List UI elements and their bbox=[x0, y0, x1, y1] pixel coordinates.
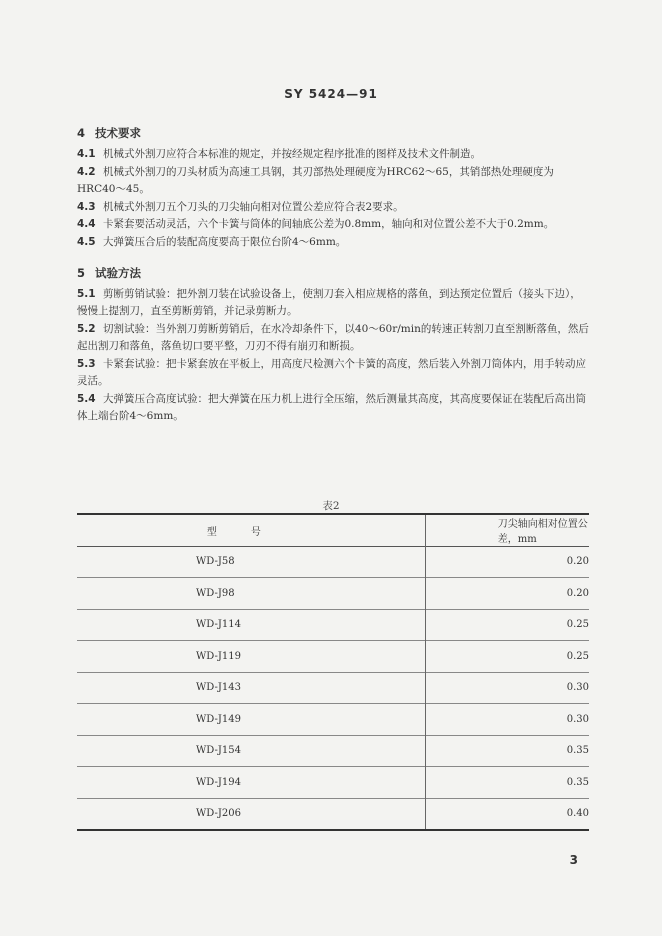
table-row bbox=[77, 641, 589, 673]
clause-4-5 bbox=[77, 234, 589, 251]
table-row bbox=[77, 672, 589, 704]
section-heading: 试验方法 bbox=[95, 266, 142, 280]
tolerance-cell: 0.20 bbox=[566, 587, 589, 599]
table-row bbox=[77, 735, 589, 767]
clause-4-1 bbox=[77, 146, 589, 163]
standard-header: SY 5424—91 bbox=[284, 87, 378, 101]
tolerance-cell: 0.30 bbox=[566, 713, 589, 725]
clause-text: 剪断剪销试验：把外割刀装在试验设备上，使割刀套入相应规格的落鱼，到达预定位置后（接头下边），慢慢上提割刀，直至剪断剪销，并记录剪断力。 bbox=[77, 288, 581, 317]
clause-5-3 bbox=[77, 356, 589, 390]
tolerance-table bbox=[77, 513, 589, 831]
clause-number: 5.2 bbox=[77, 323, 96, 335]
table-header-row bbox=[77, 514, 589, 546]
model-cell: WD-J194 bbox=[77, 767, 425, 799]
column-header-tolerance: 刀尖轴向相对位置公差，mm bbox=[497, 519, 588, 546]
clause-5-1 bbox=[77, 286, 589, 320]
model-cell: WD-J119 bbox=[77, 641, 425, 673]
clause-text: 机械式外割刀应符合本标准的规定，并按经规定程序批准的图样及技术文件制造。 bbox=[103, 148, 481, 160]
section-number: 5 bbox=[77, 266, 86, 280]
clause-text: 卡紧套试验：把卡紧套放在平板上，用高度尺检测六个卡簧的高度，然后装入外割刀筒体内，用手转动应灵活。 bbox=[77, 358, 586, 387]
table-row bbox=[77, 704, 589, 736]
clause-text: 大弹簧压合高度试验：把大弹簧在压力机上进行全压缩，然后测量其高度，其高度要保证在装配后高出筒体上端台阶4～6mm。 bbox=[77, 393, 586, 422]
model-cell: WD-J143 bbox=[77, 672, 425, 704]
clause-number: 4.2 bbox=[77, 166, 96, 178]
clause-number: 4.3 bbox=[77, 201, 96, 213]
section-heading: 技术要求 bbox=[95, 126, 142, 140]
clause-number: 5.4 bbox=[77, 393, 96, 405]
model-cell: WD-J98 bbox=[77, 578, 425, 610]
clause-text: 切割试验：当外割刀剪断剪销后，在水冷却条件下，以40～60r/min的转速正转割刀直至割断落鱼，然后起出割刀和落鱼，落鱼切口要平整，刀刃不得有崩刃和断损。 bbox=[77, 323, 589, 352]
tolerance-cell: 0.30 bbox=[566, 682, 589, 694]
clause-5-4 bbox=[77, 391, 589, 425]
table-row bbox=[77, 578, 589, 610]
clause-text: 机械式外割刀五个刀头的刀尖轴向相对位置公差应符合表2要求。 bbox=[103, 201, 404, 213]
clause-text: 卡紧套要活动灵活，六个卡簧与筒体的间轴底公差为0.8mm，轴向和对位置公差不大于0.2mm。 bbox=[103, 218, 555, 230]
clause-number: 5.3 bbox=[77, 358, 96, 370]
page-number: 3 bbox=[569, 853, 578, 867]
section-number: 4 bbox=[77, 126, 86, 140]
clause-number: 4.4 bbox=[77, 218, 96, 230]
model-cell: WD-J206 bbox=[77, 798, 425, 830]
tolerance-cell: 0.35 bbox=[566, 745, 589, 757]
tolerance-cell: 0.40 bbox=[566, 808, 589, 820]
clause-4-3 bbox=[77, 199, 589, 216]
tolerance-cell: 0.35 bbox=[566, 776, 589, 788]
clause-5-2 bbox=[77, 321, 589, 355]
column-header-model: 型号 bbox=[77, 514, 425, 546]
clause-number: 4.5 bbox=[77, 236, 96, 248]
model-cell: WD-J149 bbox=[77, 704, 425, 736]
clause-text: 大弹簧压合后的装配高度要高于限位台阶4～6mm。 bbox=[103, 236, 347, 248]
table-row bbox=[77, 767, 589, 799]
tolerance-cell: 0.20 bbox=[566, 556, 589, 568]
clause-number: 5.1 bbox=[77, 288, 96, 300]
model-cell: WD-J58 bbox=[77, 546, 425, 578]
table-row bbox=[77, 609, 589, 641]
clause-number: 4.1 bbox=[77, 148, 96, 160]
tolerance-cell: 0.25 bbox=[566, 619, 589, 631]
clause-4-4 bbox=[77, 216, 589, 233]
table-row bbox=[77, 798, 589, 830]
tolerance-cell: 0.25 bbox=[566, 650, 589, 662]
clause-4-2 bbox=[77, 164, 589, 198]
model-cell: WD-J154 bbox=[77, 735, 425, 767]
model-cell: WD-J114 bbox=[77, 609, 425, 641]
table-row bbox=[77, 546, 589, 578]
section-5-title bbox=[77, 265, 141, 281]
table-caption: 表2 bbox=[322, 500, 340, 512]
section-4-title bbox=[77, 125, 141, 141]
clause-text: 机械式外割刀的刀头材质为高速工具钢，其刃部热处理硬度为HRC62～65，其销部热处理硬度为HRC40～45。 bbox=[77, 166, 554, 195]
